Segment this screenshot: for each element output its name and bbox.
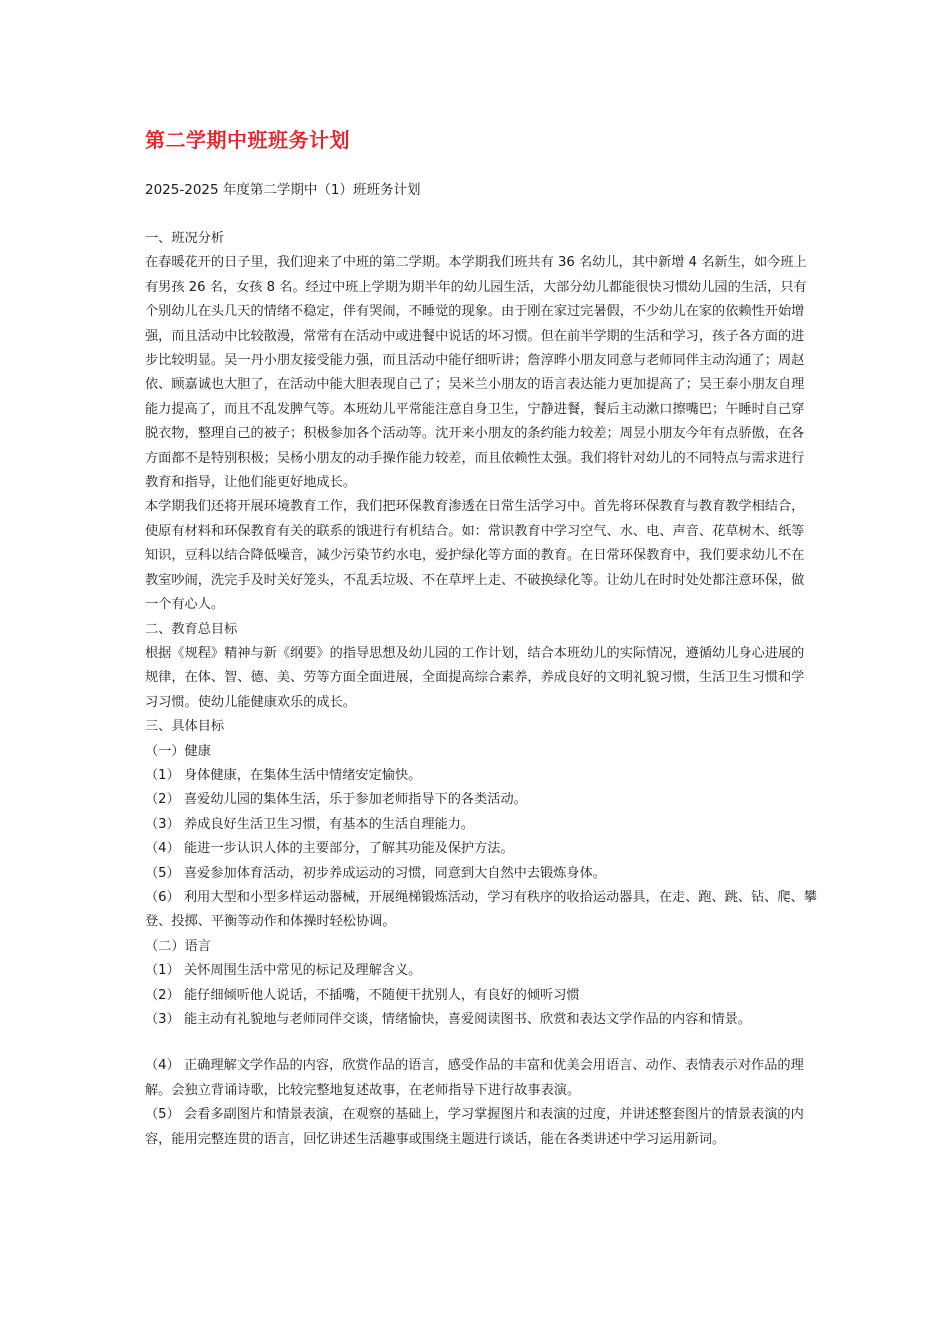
list-item: （5） 会看多副图片和情景表演，在观察的基础上，学习掌握图片和表演的过度，并讲述整套图片的情景表演的内容，能用完整连贯的语言，回忆讲述生活趣事或围绕主题进行谈话，能在各类讲述中学习运用新词。 bbox=[145, 1107, 804, 1147]
list-item: （4） 正确理解文学作品的内容，欣赏作品的语言，感受作品的丰富和优美会用语言、动作、表情表示对作品的理解。会独立背诵诗歌，比较完整地复述故事，在老师指导下进行故事表演。 bbox=[145, 1058, 804, 1098]
list-item: （2） 能仔细倾听他人说话，不插嘴，不随便干扰别人，有良好的倾听习惯 bbox=[145, 987, 580, 1003]
list-item: （3） 能主动有礼貌地与老师同伴交谈，情绪愉快，喜爱阅读图书、欣赏和表达文学作品的内容和情景。 bbox=[145, 1012, 752, 1027]
list-item: （1） 关怀周围生活中常见的标记及理解含义。 bbox=[145, 963, 422, 979]
document-title: 第二学期中班班务计划 bbox=[145, 128, 350, 152]
section-heading-situation: 一、班况分析 bbox=[145, 231, 225, 246]
document-body bbox=[145, 227, 817, 1152]
paragraph-environment-education: 本学期我们还将开展环境教育工作，我们把环保教育渗透在日常生活学习中。首先将环保教育与教育教学相结合，使原有材料和环保教育有关的联系的饿进行有机结合。如：常识教育中学习空气、水、电、声音、花草树木、纸等知识，豆科以结合降低噪音，减少污染节约水电，爱护绿化等方面的教育。在日常环保教育中，我们要求幼儿不在教室吵闹，洗完手及时关好笼头，不乱丢垃圾、不在草坪上走、不破换绿化等。让幼儿在时时处处都注意环保，做一个有心人。 bbox=[145, 499, 805, 613]
list-item: （4） 能进一步认识人体的主要部分，了解其功能及保护方法。 bbox=[145, 841, 514, 857]
list-item: （3） 养成良好生活卫生习惯，有基本的生活自理能力。 bbox=[145, 816, 475, 832]
list-item: （2） 喜爱幼儿园的集体生活，乐于参加老师指导下的各类活动。 bbox=[145, 792, 527, 808]
section-heading-overall-goal: 二、教育总目标 bbox=[145, 621, 238, 637]
list-item: （1） 身体健康，在集体生活中情绪安定愉快。 bbox=[145, 767, 422, 783]
section-heading-specific-goals: 三、具体目标 bbox=[145, 719, 225, 735]
subsection-heading-language: （二）语言 bbox=[145, 938, 211, 954]
paragraph-overall-goal: 根据《规程》精神与新《纲要》的指导思想及幼儿园的工作计划，结合本班幼儿的实际情况，遵循幼儿身心进展的规律，在体、智、德、美、劳等方面全面进展，全面提高综合素养，养成良好的文明礼貌习惯，生活卫生习惯和学习习惯。使幼儿能健康欢乐的成长。 bbox=[145, 645, 805, 710]
document-subtitle: 2025-2025 年度第二学期中（1）班班务计划 bbox=[145, 182, 421, 198]
paragraph-spacer bbox=[145, 1032, 817, 1054]
list-item: （6） 利用大型和小型多样运动器械，开展绳梯锻炼活动，学习有秩序的收拾运动器具，在走、跑、跳、钻、爬、攀登、投掷、平衡等动作和体操时轻松协调。 bbox=[145, 889, 817, 930]
paragraph-situation-analysis: 在春暖花开的日子里，我们迎来了中班的第二学期。本学期我们班共有 36 名幼儿，其中新增 4 名新生，如今班上有男孩 26 名，女孩 8 名。经过中班上学期为期半年的幼儿园生活，大部分幼儿都能很快习惯幼儿园的生活，只有个别幼儿在头几天的情绪不稳定，伴有哭闹，不睡觉的现象。由于刚在家过完暑假，不少幼儿在家的依赖性开始增强，而且活动中比较散漫，常常有在活动中或进餐中说话的坏习惯。但在前半学期的生活和学习，孩子各方面的进步比较明显。吴一丹小朋友接受能力强，而且活动中能仔细听讲；詹淳晔小朋友同意与老师同伴主动沟通了；周赵依、顾嘉诚也大胆了，在活动中能大胆表现自己了；吴米兰小朋友的语言表达能力更加提高了；吴王泰小朋友自理能力提高了，而且不乱发脾气等。本班幼儿平常能注意自身卫生，宁静进餐，餐后主动漱口擦嘴巴；午睡时自己穿脱衣物，整理自己的被子；积极参加各个活动等。沈开来小朋友的条约能力较差；周昱小朋友今年有点骄傲，在各方面都不是特别积极；吴杨小朋友的动手操作能力较差，而且依赖性太强。我们将针对幼儿的不同特点与需求进行教育和指导，让他们能更好地成长。 bbox=[145, 255, 807, 491]
list-item: （5） 喜爱参加体育活动，初步养成运动的习惯，同意到大自然中去锻炼身体。 bbox=[145, 865, 606, 881]
subsection-heading-health: （一）健康 bbox=[145, 743, 211, 759]
